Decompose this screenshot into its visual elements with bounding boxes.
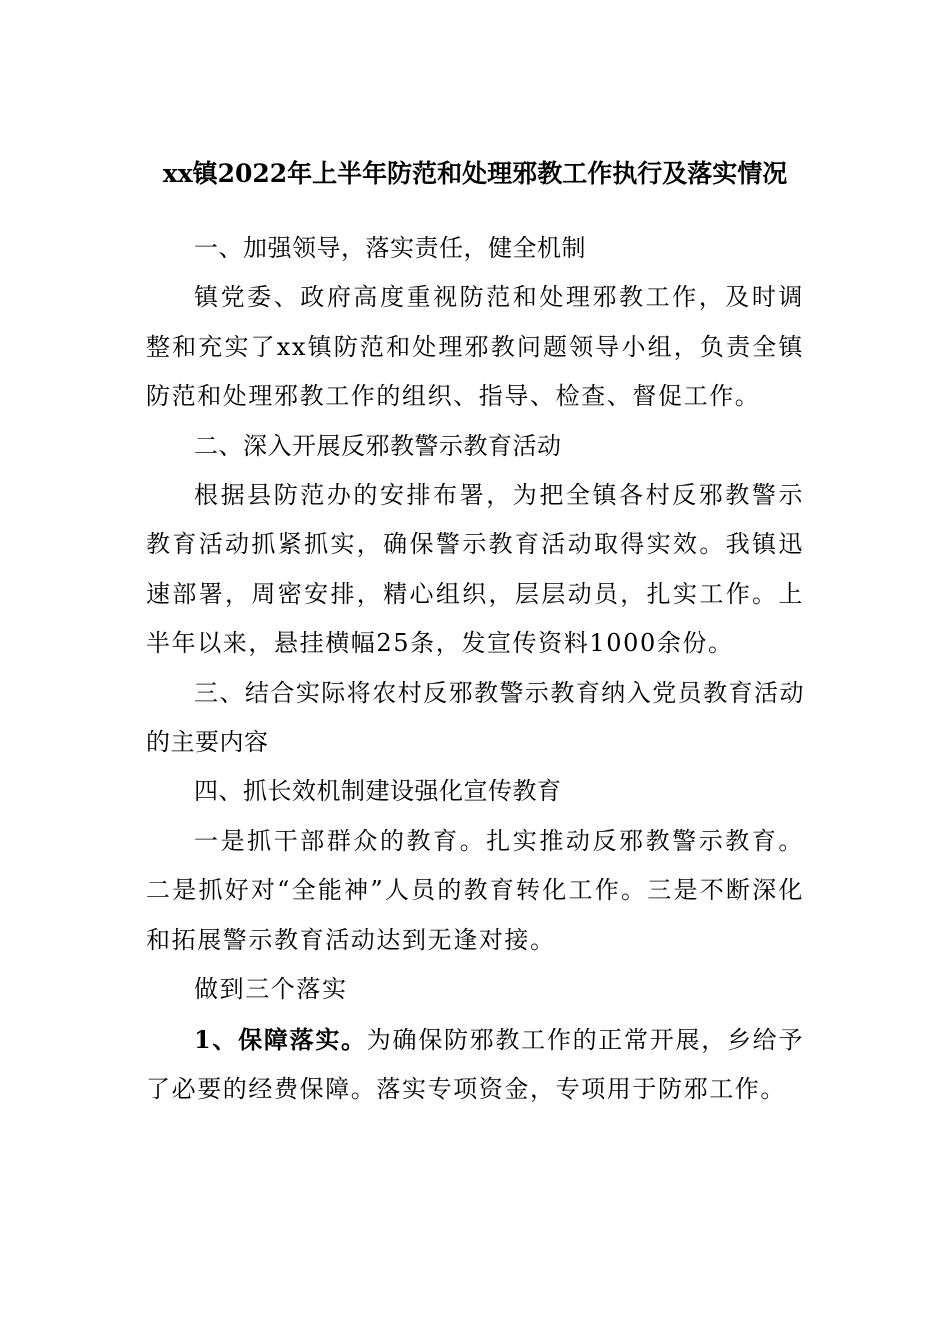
section-heading-3: 三、结合实际将农村反邪教警示教育纳入党员教育活动的主要内容 [146, 678, 804, 757]
paragraph-3: 一是抓干部群众的教育。扎实推动反邪教警示教育。二是抓好对“全能神”人员的教育转化工作。三是不断深化和拓展警示教育活动达到无逢对接。 [146, 826, 804, 954]
document-title: xx镇2022年上半年防范和处理邪教工作执行及落实情况 [162, 159, 788, 188]
section-heading-4: 四、抓长效机制建设强化宣传教育 [194, 777, 562, 806]
paragraph-1: 镇党委、政府高度重视防范和处理邪教工作，及时调整和充实了xx镇防范和处理邪教问题领导小组，负责全镇防范和处理邪教工作的组织、指导、检查、督促工作。 [146, 283, 804, 411]
section-heading-2: 二、深入开展反邪教警示教育活动 [194, 431, 562, 460]
paragraph-5 [146, 1015, 804, 1115]
paragraph-4: 做到三个落实 [194, 975, 348, 1004]
section-heading-1: 一、加强领导，落实责任，健全机制 [194, 234, 586, 262]
paragraph-5-lead: 1、保障落实。 [194, 1024, 367, 1054]
document-body [146, 224, 804, 1114]
paragraph-2: 根据县防范办的安排布署，为把全镇各村反邪教警示教育活动抓紧抓实，确保警示教育活动取得实效。我镇迅速部署，周密安排，精心组织，层层动员，扎实工作。上半年以来，悬挂横幅25条，发宣传资料1000余份。 [146, 481, 804, 658]
paragraph-5-text: 为确保防邪教工作的正常开展，乡给予了必要的经费保障。落实专项资金，专项用于防邪工作。 [146, 1025, 804, 1103]
